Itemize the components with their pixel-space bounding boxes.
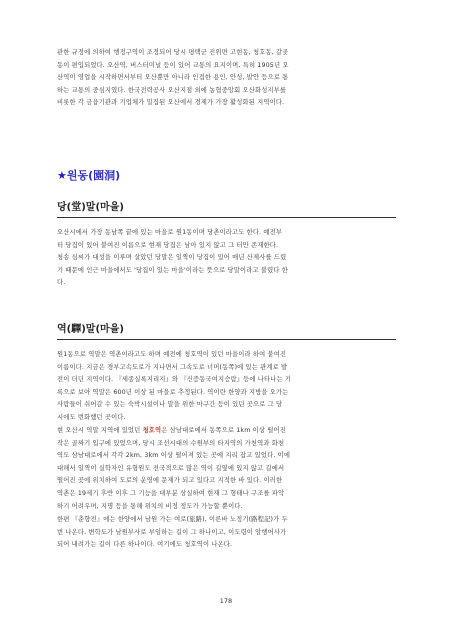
subsection-heading-yeokmal: 역(驛)말(마을): [57, 320, 396, 340]
text-line: 시에도 번화했던 곳이다.: [57, 413, 126, 421]
star-icon: ★: [57, 169, 67, 182]
text-line: 하기 어려우며, 지명 등을 통해 위치의 비정 정도가 가능할 뿐이다.: [57, 502, 243, 510]
text-line: 되어 내려가는 길이 다른 하나이다. 여기에도 청호역이 나온다.: [57, 541, 233, 549]
text-line: 기 때문에 인근 마을에서도 '당집이 있는 마을'이라는 뜻으로 당말이라고 불렸다 한: [57, 266, 288, 274]
yeokmal-paragraph-1: [57, 349, 396, 425]
text-line: 관한 규정에 의하여 행정구역이 조정되어 당시 평택군 진위면 고현동, 청호동, 갈곶: [57, 49, 289, 56]
text-line: 청송 심씨가 대성을 이루며 살았던 당말은 일찍이 당집이 있어 매년 산제사를 드렸: [57, 254, 287, 262]
text-line: 비롯한 각 금융기관과 기업체가 밀집된 오산에서 경제가 가장 활성화된 지역이다.: [57, 99, 285, 107]
text-line: 동이 편입되었다. 오산역, 버스터미널 등이 있어 교통의 요지이며, 특히 1905년 오: [57, 61, 289, 69]
intro-paragraph: [57, 47, 396, 110]
text-line: [57, 425, 396, 438]
text-line: 터 당집이 있어 붙여진 이름으로 현재 당집은 남아 있지 않고 그 터만 존재한다.: [57, 241, 279, 249]
section-title: [57, 167, 120, 183]
text-line: 역촌은 19세기 후반 이후 그 기능을 대부분 상실하여 현재 그 형태나 구조를 파악: [57, 489, 285, 497]
text-line: 역도 삼남대로에서 각각 2km, 3km 이상 떨어져 있는 곳에 지리 잡고 있었다. 이에: [57, 452, 291, 460]
yeokmal-paragraph-2: [57, 425, 396, 513]
text-line: 작은 골짜기 입구에 있었으며, 당시 조선시대의 수원부의 타지역의 가천역과 화천: [57, 439, 285, 447]
dangmal-paragraph: [57, 227, 396, 290]
section-title-text: 원동(園洞): [66, 169, 121, 182]
text-line: 떨어진 곳에 위치하여 도로의 운영에 문제가 되고 있다고 지적한 바 있다. 이러한: [57, 477, 283, 485]
text-line: 사람들이 쉬어갈 수 있는 숙박시설이나 말을 위한 마구간 등이 있던 곳으로 그 당: [57, 401, 283, 409]
text-line: 오산시에서 가장 동남쪽 끝에 있는 마을로 원1동이며 당촌이라고도 한다. 예전부: [57, 229, 283, 236]
text-line: 록으로 보아 역말은 600년 이상 된 마을로 추정된다. 역이란 한양과 지방을 오가는: [57, 388, 289, 396]
page-number: 178: [219, 597, 233, 605]
highlighted-term: 청호역: [142, 427, 162, 434]
subsection-heading-dangmal: 당(堂)말(마을): [57, 198, 396, 218]
text-line: 산역이 영업을 시작하면서부터 오산뿐만 아니라 인접한 용인, 안성, 발안 등으로 통: [57, 74, 289, 82]
text-line: 하는 교통의 중심지였다. 한국전력공사 오산지점 외에 농협중앙회 오산화성지부를: [57, 86, 287, 94]
text-segment: 은 삼남대로에서 동쪽으로 1km 이상 떨어진: [161, 427, 286, 434]
text-line: 번 나온다. 변학도가 남원부사로 부임하는 길이 그 하나이고, 이도령이 암행어사가: [57, 528, 287, 536]
text-line: 원1동으로 역말은 역촌이라고도 하며 예전에 청호역이 있던 마을이라 하여 붙여진: [57, 351, 287, 358]
text-line: 전이 더딘 지역이다. 『세종실록지리지』와 『신증동국여지승람』등에 나타나는 기: [57, 376, 292, 384]
text-line: 한편 『춘향전』에는 한양에서 남원 가는 여로(旅路), 이른바 노정기(路程記)가 두: [57, 516, 288, 523]
text-line: 대해서 일찍이 실학자인 유형원도 전국적으로 많은 역이 길옆에 있지 않고 길에서: [57, 464, 285, 472]
yeokmal-paragraph-3: [57, 514, 396, 552]
text-segment: 현 오산시 역말 지역에 있었던: [57, 427, 143, 434]
text-line: 이름이다. 지금은 경부고속도로가 지나면서 그속도로 너머(동쪽)에 있는 관계로 발: [57, 363, 288, 371]
text-line: 다.: [57, 279, 66, 287]
